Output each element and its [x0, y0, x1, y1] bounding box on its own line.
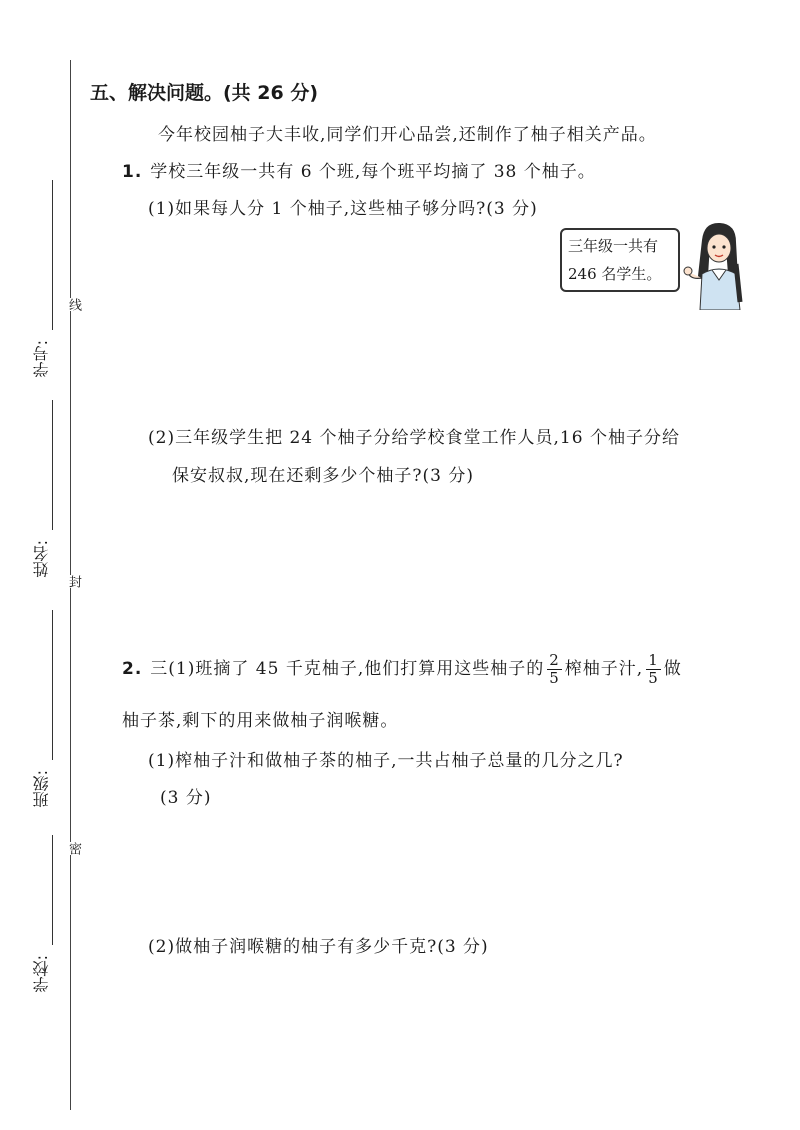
speech-line-2: 246 名学生。 [568, 265, 662, 283]
fraction-two-fifths [547, 652, 562, 687]
question-1-text: 学校三年级一共有 6 个班,每个班平均摘了 38 个柚子。 [150, 162, 596, 182]
question-2-sub-1-score: (3 分) [160, 788, 212, 808]
question-1-sub-2-line-1: (2)三年级学生把 24 个柚子分给学校食堂工作人员,16 个柚子分给 [148, 428, 680, 448]
question-1-sub-1: (1)如果每人分 1 个柚子,这些柚子够分吗?(3 分) [148, 199, 538, 219]
label-student-number: 学号: [32, 340, 51, 378]
seal-mark-line: 线 [66, 298, 81, 311]
seal-mark-secret: 密 [66, 842, 81, 855]
fraction-2-numerator: 1 [648, 651, 659, 669]
question-1-number: 1. [122, 162, 143, 182]
fraction-2-denominator: 5 [648, 669, 659, 687]
question-2-sub-1: (1)榨柚子汁和做柚子茶的柚子,一共占柚子总量的几分之几? [148, 751, 624, 771]
field-school[interactable] [52, 835, 53, 945]
label-school: 学校: [32, 955, 51, 993]
speech-bubble [560, 228, 680, 292]
label-name: 姓名: [32, 540, 51, 578]
question-2-text-b: 榨柚子汁, [564, 659, 644, 679]
question-2-text-c: 做 [663, 659, 682, 679]
section-title: 五、解决问题。(共 26 分) [90, 82, 319, 104]
field-student-number[interactable] [52, 180, 53, 330]
field-name[interactable] [52, 400, 53, 530]
speech-line-1: 三年级一共有 [568, 237, 659, 255]
fraction-1-denominator: 5 [549, 669, 560, 687]
question-2-stem [122, 652, 682, 687]
fraction-1-numerator: 2 [549, 651, 560, 669]
student-girl-illustration [682, 218, 752, 310]
fraction-one-fifth [646, 652, 661, 687]
question-2-number: 2. [122, 659, 143, 679]
question-1-sub-2-line-2: 保安叔叔,现在还剩多少个柚子?(3 分) [172, 466, 475, 486]
label-class: 班级: [32, 770, 51, 808]
seal-mark-seal: 封 [66, 575, 81, 588]
question-1-stem [122, 157, 596, 182]
question-2-sub-2: (2)做柚子润喉糖的柚子有多少千克?(3 分) [148, 937, 489, 957]
intro-text: 今年校园柚子大丰收,同学们开心品尝,还制作了柚子相关产品。 [158, 125, 657, 145]
question-2-text-a: 三(1)班摘了 45 千克柚子,他们打算用这些柚子的 [150, 659, 545, 679]
field-class[interactable] [52, 610, 53, 760]
question-2-stem-line-2: 柚子茶,剩下的用来做柚子润喉糖。 [122, 711, 399, 731]
